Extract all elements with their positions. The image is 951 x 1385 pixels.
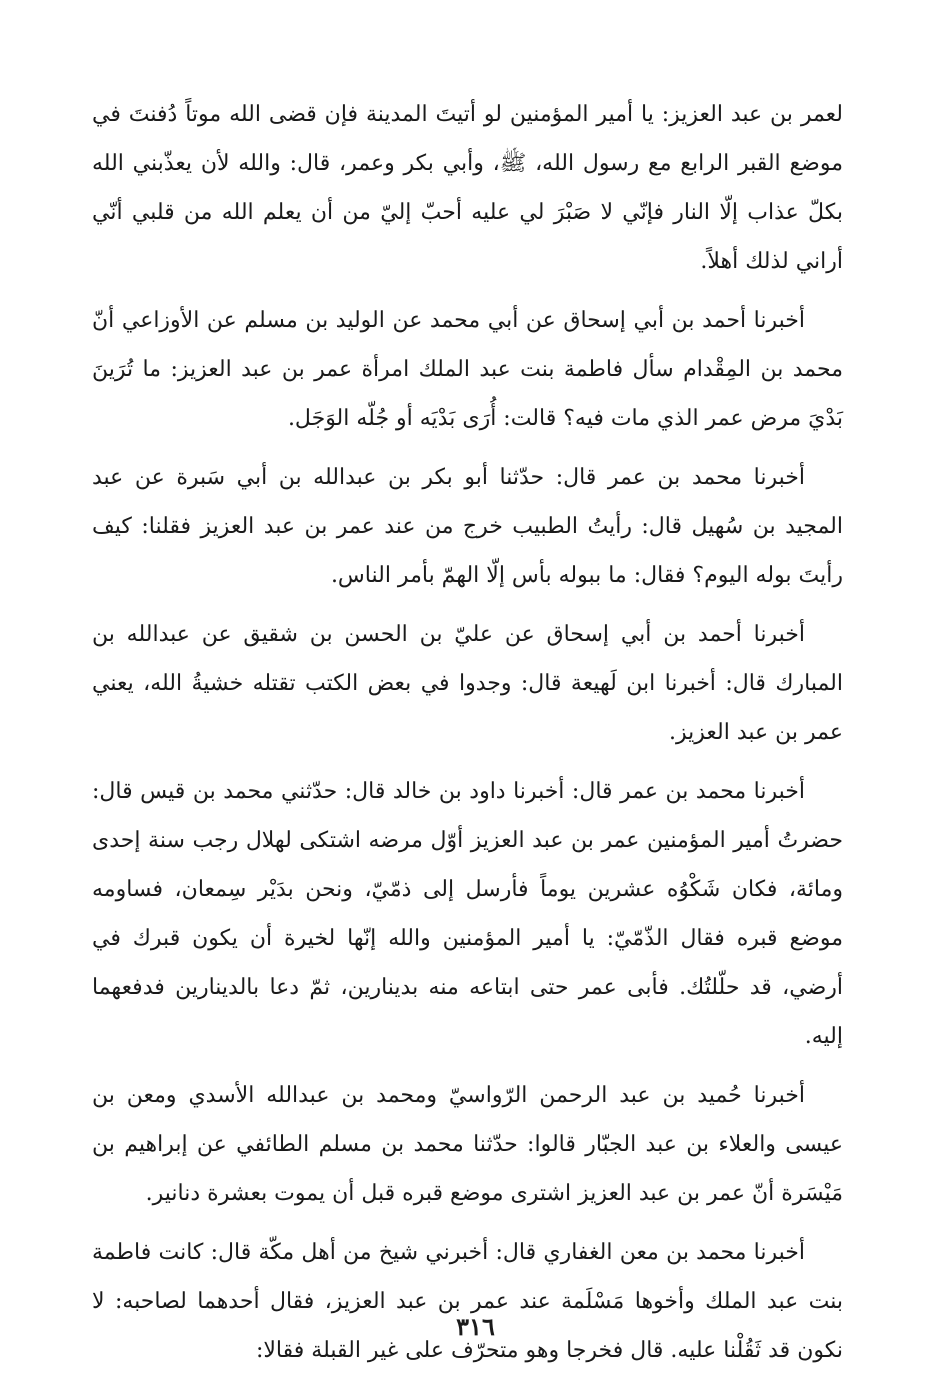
paragraph-2: أخبرنا أحمد بن أبي إسحاق عن أبي محمد عن الوليد بن مسلم عن الأوزاعي أنّ محمد بن المِقْدام سأل فاطمة بنت عبد الملك امرأة عمر بن عبد العزيز: ما تُرَينَ بَدْيَ مرض عمر الذي مات فيه؟ قالت: أُرَى بَدْيَه أو جُلّه الوَجَل. — [92, 308, 843, 431]
page-body-text — [92, 90, 843, 1385]
page-number: ٣١٦ — [456, 1312, 495, 1341]
paragraph-6: أخبرنا حُميد بن عبد الرحمن الرّواسيّ ومحمد بن عبدالله الأسدي ومعن بن عيسى والعلاء بن عبد الجبّار قالوا: حدّثنا محمد بن مسلم الطائفي عن إبراهيم بن مَيْسَرة أنّ عمر بن عبد العزيز اشترى موضع قبره قبل أن يموت بعشرة دنانير. — [92, 1083, 843, 1206]
paragraph-5: أخبرنا محمد بن عمر قال: أخبرنا داود بن خالد قال: حدّثني محمد بن قيس قال: حضرتُ أمير المؤمنين عمر بن عبد العزيز أوّل مرضه اشتكى لهلال رجب سنة إحدى ومائة، فكان شَكْوُه عشرين يوماً فأرسل إلى ذمّيّ، ونحن بدَيْر سِمعان، فساومه موضع قبره فقال الذّمّيّ: يا أمير المؤمنين والله إنّها لخيرة أن يكون قبرك في أرضي، قد حلّلتُك. فأبى عمر حتى ابتاعه منه بدينارين، ثمّ دعا بالدينارين فدفعهما إليه. — [92, 779, 843, 1049]
paragraph-3: أخبرنا محمد بن عمر قال: حدّثنا أبو بكر بن عبدالله بن أبي سَبرة عن عبد المجيد بن سُهيل قال: رأيتُ الطبيب خرج من عند عمر بن عبد العزيز فقلنا: كيف رأيتَ بوله اليوم؟ فقال: ما ببوله بأس إلّا الهمّ بأمر الناس. — [92, 465, 843, 588]
paragraph-4: أخبرنا أحمد بن أبي إسحاق عن عليّ بن الحسن بن شقيق عن عبدالله بن المبارك قال: أخبرنا ابن لَهيعة قال: وجدوا في بعض الكتب تقتله خشيةُ الله، يعني عمر بن عبد العزيز. — [92, 622, 843, 745]
paragraph-7: أخبرنا محمد بن معن الغفاري قال: أخبرني شيخ من أهل مكّة قال: كانت فاطمة بنت عبد الملك وأخوها مَسْلَمة عند عمر بن عبد العزيز، فقال أحدهما لصاحبه: لا نكون قد ثَقُلْنا عليه. قال فخرجا وهو متحرّف على غير القبلة فقالا: — [92, 1240, 843, 1363]
paragraph-1: لعمر بن عبد العزيز: يا أمير المؤمنين لو أتيتَ المدينة فإن قضى الله موتاً دُفنتَ في موضع القبر الرابع مع رسول الله، ﷺ، وأبي بكر وعمر، قال: والله لأن يعذّبني الله بكلّ عذاب إلّا النار فإنّي لا صَبْرَ لي عليه أحبّ إليّ من أن يعلم الله من قلبي أنّي أراني لذلك أهلاً. — [92, 102, 843, 274]
